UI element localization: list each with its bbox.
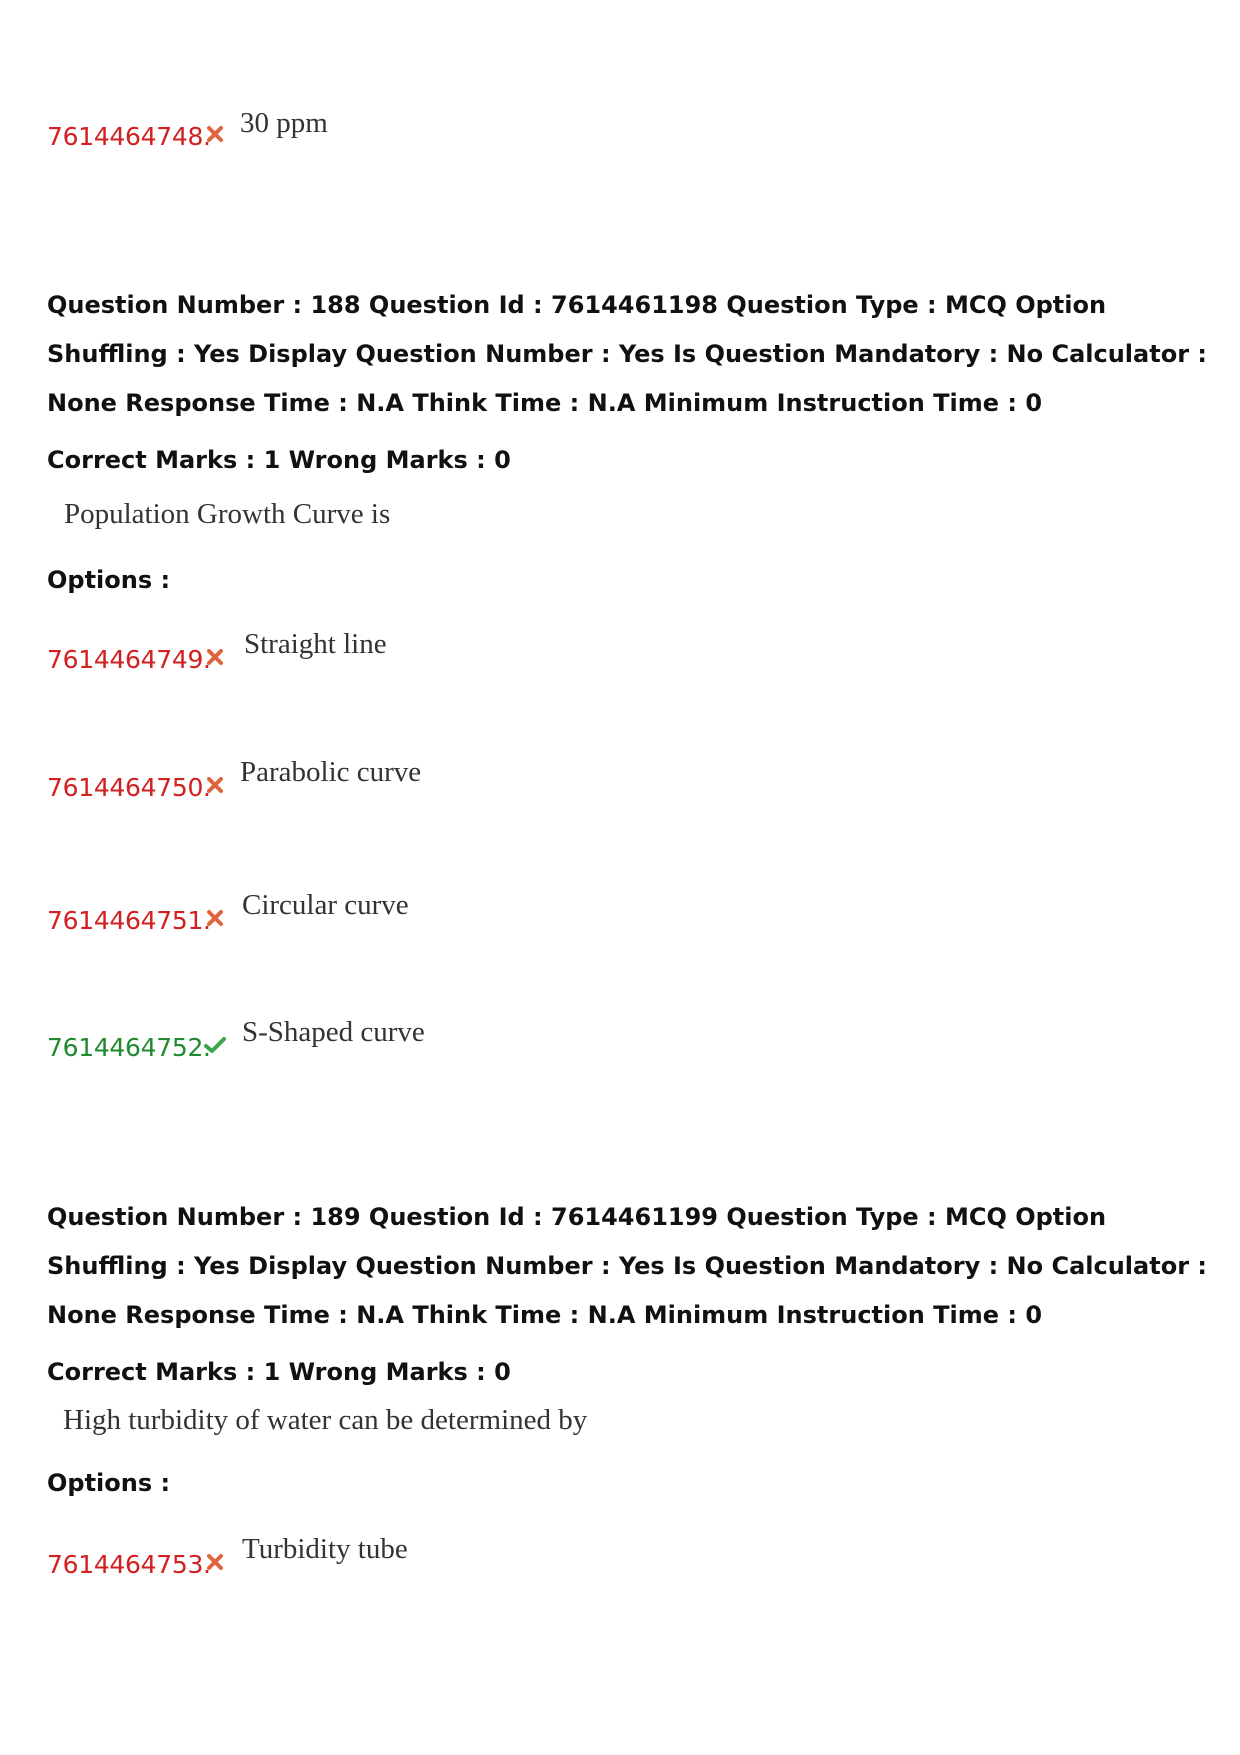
option-text: S-Shaped curve bbox=[242, 1016, 425, 1048]
option-text: 30 ppm bbox=[240, 107, 328, 139]
option-id: 7614464749. bbox=[47, 645, 211, 674]
cross-icon bbox=[205, 775, 225, 795]
option-text: Circular curve bbox=[242, 889, 409, 921]
question-marks: Correct Marks : 1 Wrong Marks : 0 bbox=[47, 1358, 511, 1386]
options-label: Options : bbox=[47, 1469, 171, 1497]
question-text: High turbidity of water can be determined by bbox=[63, 1404, 588, 1436]
question-marks: Correct Marks : 1 Wrong Marks : 0 bbox=[47, 446, 511, 474]
cross-icon bbox=[205, 908, 225, 928]
check-icon bbox=[203, 1035, 227, 1055]
option-text: Straight line bbox=[244, 628, 387, 660]
options-label: Options : bbox=[47, 566, 171, 594]
option-text: Parabolic curve bbox=[240, 756, 422, 788]
question-text: Population Growth Curve is bbox=[64, 498, 391, 530]
option-id: 7614464748. bbox=[47, 122, 211, 151]
question-meta: Question Number : 189 Question Id : 7614461199 Question Type : MCQ Option Shuffling : Yes Display Question Number : Yes Is Question Mandatory : No Calculator : None Response Time : N.A Think Time : N.A Minimum Instruction Time : 0 bbox=[47, 1203, 1207, 1329]
option-id: 7614464751. bbox=[47, 906, 211, 935]
cross-icon bbox=[205, 124, 225, 144]
cross-icon bbox=[205, 1552, 225, 1572]
option-id: 7614464753. bbox=[47, 1550, 211, 1579]
question-meta: Question Number : 188 Question Id : 7614461198 Question Type : MCQ Option Shuffling : Yes Display Question Number : Yes Is Question Mandatory : No Calculator : None Response Time : N.A Think Time : N.A Minimum Instruction Time : 0 bbox=[47, 291, 1207, 417]
option-id: 7614464752. bbox=[47, 1033, 211, 1062]
option-id: 7614464750. bbox=[47, 773, 211, 802]
cross-icon bbox=[205, 647, 225, 667]
option-text: Turbidity tube bbox=[242, 1533, 408, 1565]
